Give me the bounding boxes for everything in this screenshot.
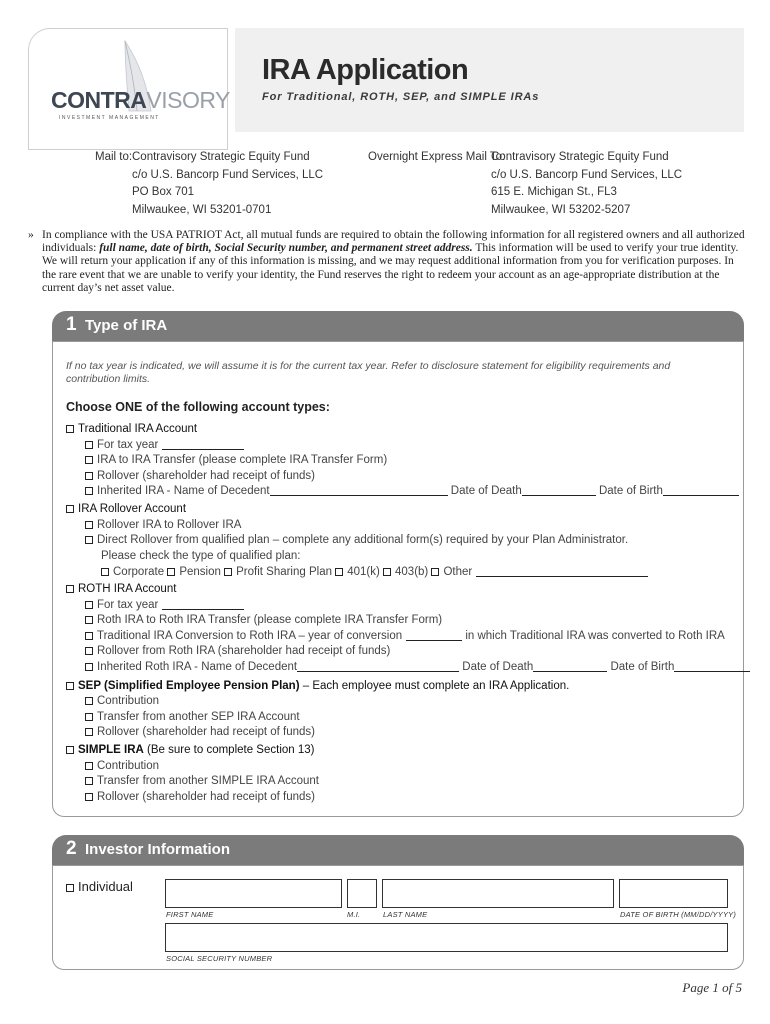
traditional-birth-date-field[interactable] <box>663 484 739 496</box>
express-mail-label: Overnight Express Mail To: <box>368 151 506 163</box>
express-line: 615 E. Michigan St., FL3 <box>491 186 617 198</box>
plan-corporate-checkbox[interactable]: Corporate <box>101 566 164 578</box>
traditional-ira-checkbox[interactable]: Traditional IRA Account <box>66 422 197 437</box>
plan-type-options <box>101 565 648 580</box>
last-name-input[interactable] <box>382 879 614 908</box>
roth-tax-year-field[interactable] <box>162 598 244 610</box>
logo <box>28 28 228 150</box>
chevron-right-icon: » <box>28 229 34 241</box>
tax-year-note: If no tax year is indicated, we will assume it is for the current tax year. Refer to disclosure statement for eligibility requirements and contribution limits. <box>66 360 671 385</box>
plan-401k-checkbox[interactable]: 401(k) <box>335 566 380 578</box>
traditional-tax-year-field[interactable] <box>162 438 244 450</box>
express-line: Contravisory Strategic Equity Fund <box>491 151 669 163</box>
roth-transfer-option[interactable]: Roth IRA to Roth IRA Transfer (please complete IRA Transfer Form) <box>85 613 442 628</box>
roth-tax-year-option[interactable]: For tax year <box>85 598 244 613</box>
mail-line: PO Box 701 <box>132 186 195 198</box>
ira-rollover-checkbox[interactable]: IRA Rollover Account <box>66 502 186 517</box>
sep-contribution-option[interactable]: Contribution <box>85 694 159 709</box>
plan-other-field[interactable] <box>476 565 648 577</box>
mail-to-address <box>132 149 323 219</box>
traditional-decedent-field[interactable] <box>270 484 448 496</box>
mail-line: Milwaukee, WI 53201-0701 <box>132 203 272 216</box>
page-title: IRA Application <box>262 54 469 86</box>
simple-transfer-option[interactable]: Transfer from another SIMPLE IRA Account <box>85 774 319 789</box>
plan-profit-sharing-checkbox[interactable]: Profit Sharing Plan <box>224 566 332 578</box>
traditional-transfer-option[interactable]: IRA to IRA Transfer (please complete IRA Transfer Form) <box>85 453 387 468</box>
patriot-act-notice: » In compliance with the USA PATRIOT Act, all mutual funds are required to obtain the following information for all registered owners and all authorized individuals: full name, date of birth, Social Security number, and permanent street address. This information will be used to verify your true identity. We will return your application if any of this information is missing, and we may request additional information from you for verification purposes. In the rare event that we are unable to verify your identity, the Fund reserves the right to redeem your account as an age-appropriate distribution at the current day’s net asset value. <box>28 229 745 294</box>
plan-other-checkbox[interactable]: Other <box>431 566 472 578</box>
express-line: c/o U.S. Bancorp Fund Services, LLC <box>491 168 683 181</box>
direct-rollover-option[interactable]: Direct Rollover from qualified plan – complete any additional form(s) required by your Plan Administrator. <box>85 533 628 548</box>
traditional-tax-year-option[interactable]: For tax year <box>85 438 244 453</box>
page-subtitle: For Traditional, ROTH, SEP, and SIMPLE IRAs <box>262 91 540 103</box>
plan-403b-checkbox[interactable]: 403(b) <box>383 566 428 578</box>
roth-ira-checkbox[interactable]: ROTH IRA Account <box>66 582 176 597</box>
traditional-inherited-option[interactable]: Inherited IRA - Name of Decedent Date of Death Date of Birth <box>85 484 739 499</box>
individual-checkbox[interactable]: Individual <box>66 879 133 894</box>
sep-transfer-option[interactable]: Transfer from another SEP IRA Account <box>85 710 300 725</box>
mi-label: M.I. <box>347 910 361 919</box>
sep-ira-checkbox[interactable]: SEP (Simplified Employee Pension Plan) – Each employee must complete an IRA Application. <box>66 679 569 694</box>
logo-tagline: INVESTMENT MANAGEMENT <box>59 115 160 121</box>
last-name-label: LAST NAME <box>383 910 428 919</box>
first-name-input[interactable] <box>165 879 342 908</box>
rollover-to-rollover-option[interactable]: Rollover IRA to Rollover IRA <box>85 518 241 533</box>
section-1-header: 1 Type of IRA <box>52 311 744 341</box>
section-2-header: 2 Investor Information <box>52 835 744 865</box>
traditional-death-date-field[interactable] <box>522 484 596 496</box>
traditional-rollover-option[interactable]: Rollover (shareholder had receipt of funds) <box>85 469 315 484</box>
roth-rollover-option[interactable]: Rollover from Roth IRA (shareholder had receipt of funds) <box>85 644 390 659</box>
simple-rollover-option[interactable]: Rollover (shareholder had receipt of funds) <box>85 790 315 805</box>
logo-wordmark: CONTRAVISORY <box>51 87 230 113</box>
ssn-input[interactable] <box>165 923 728 952</box>
express-line: Milwaukee, WI 53202-5207 <box>491 203 631 216</box>
roth-inherited-option[interactable]: Inherited Roth IRA - Name of Decedent Date of Death Date of Birth <box>85 660 750 675</box>
mail-line: c/o U.S. Bancorp Fund Services, LLC <box>132 168 324 181</box>
express-mail-address <box>491 149 682 219</box>
conversion-year-field[interactable] <box>406 629 462 641</box>
roth-death-date-field[interactable] <box>533 660 607 672</box>
roth-conversion-option[interactable]: Traditional IRA Conversion to Roth IRA – year of conversion in which Traditional IRA was converted to Roth IRA <box>85 629 725 644</box>
choose-account-heading: Choose ONE of the following account types: <box>66 400 330 414</box>
first-name-label: FIRST NAME <box>166 910 214 919</box>
date-of-birth-input[interactable] <box>619 879 728 908</box>
roth-birth-date-field[interactable] <box>674 660 750 672</box>
page-number: Page 1 of 5 <box>682 980 742 995</box>
plan-pension-checkbox[interactable]: Pension <box>167 566 221 578</box>
simple-contribution-option[interactable]: Contribution <box>85 759 159 774</box>
roth-decedent-field[interactable] <box>297 660 459 672</box>
ssn-label: SOCIAL SECURITY NUMBER <box>166 954 273 963</box>
dob-label: DATE OF BIRTH (MM/DD/YYYY) <box>620 910 737 919</box>
sep-rollover-option[interactable]: Rollover (shareholder had receipt of funds) <box>85 725 315 740</box>
mail-to-label: Mail to: <box>95 151 133 163</box>
middle-initial-input[interactable] <box>347 879 377 908</box>
mail-line: Contravisory Strategic Equity Fund <box>132 151 310 163</box>
simple-ira-checkbox[interactable]: SIMPLE IRA (Be sure to complete Section 13) <box>66 743 314 758</box>
plan-type-instruction: Please check the type of qualified plan: <box>101 550 301 562</box>
